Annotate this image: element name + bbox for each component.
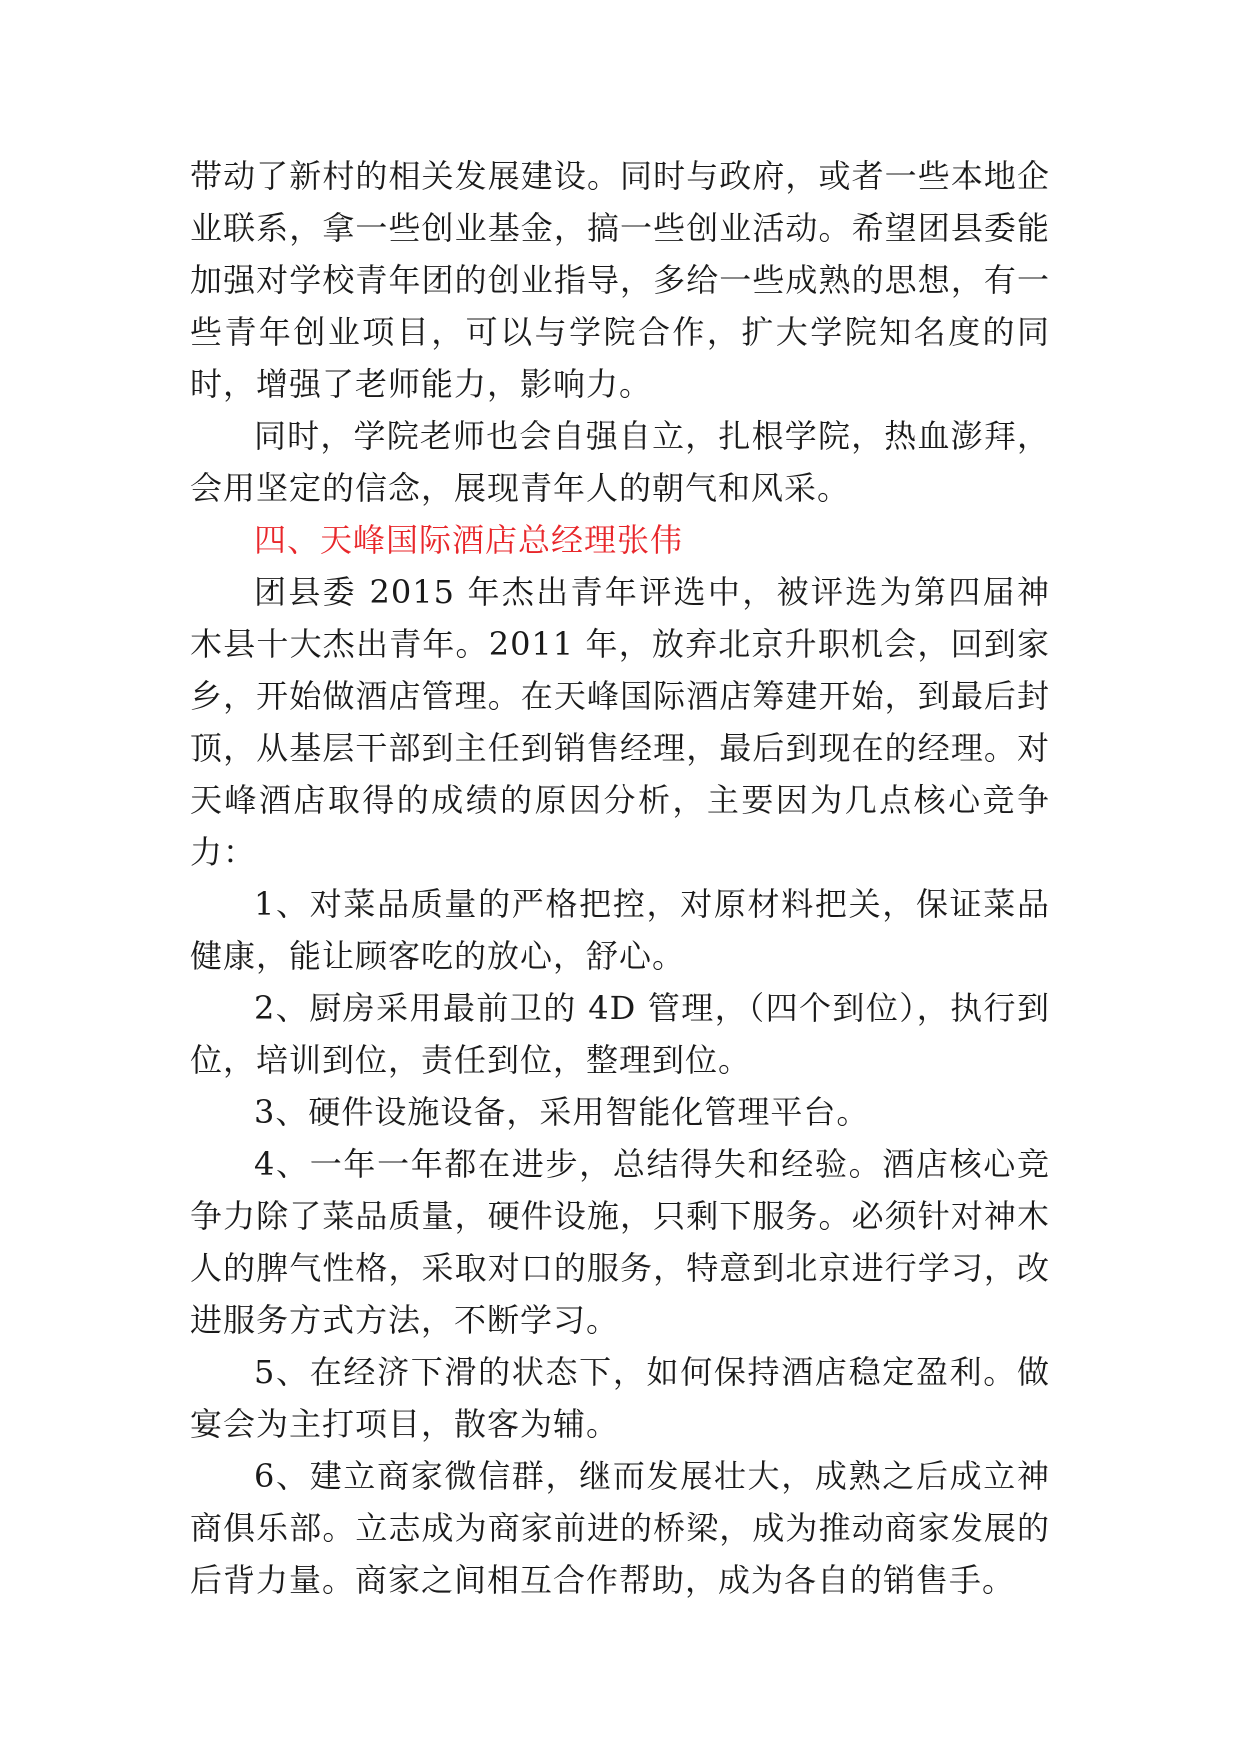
- section-heading-tianfeng-hotel: 四、天峰国际酒店总经理张伟: [254, 521, 684, 559]
- paragraph-profile: 团县委 2015 年杰出青年评选中，被评选为第四届神木县十大杰出青年。2011 年，放弃北京升职机会，回到家乡，开始做酒店管理。在天峰国际酒店筹建开始，到最后封顶，从基层干部到主任到销售经理，最后到现在的经理。对天峰酒店取得的成绩的原因分析，主要因为几点核心竞争力：: [190, 573, 1050, 871]
- list-item-hardware: 3、硬件设施设备，采用智能化管理平台。: [254, 1093, 870, 1131]
- list-item-service: 4、一年一年都在进步，总结得失和经验。酒店核心竞争力除了菜品质量，硬件设施，只剩下服务。必须针对神木人的脾气性格，采取对口的服务，特意到北京进行学习，改进服务方式方法，不断学习。: [190, 1145, 1050, 1339]
- list-item-wechat-club: 6、建立商家微信群，继而发展壮大，成熟之后成立神商俱乐部。立志成为商家前进的桥梁，成为推动商家发展的后背力量。商家之间相互合作帮助，成为各自的销售手。: [190, 1457, 1050, 1599]
- paragraph-continuation: 带动了新村的相关发展建设。同时与政府，或者一些本地企业联系，拿一些创业基金，搞一些创业活动。希望团县委能加强对学校青年团的创业指导，多给一些成熟的思想，有一些青年创业项目，可以与学院合作，扩大学院知名度的同时，增强了老师能力，影响力。: [190, 157, 1050, 403]
- document-body: [190, 150, 1050, 1606]
- list-item-dish-quality: 1、对菜品质量的严格把控，对原材料把关，保证菜品健康，能让顾客吃的放心，舒心。: [190, 885, 1050, 975]
- list-item-kitchen-4d: 2、厨房采用最前卫的 4D 管理，（四个到位），执行到位，培训到位，责任到位，整理到位。: [190, 989, 1050, 1079]
- list-item-profit: 5、在经济下滑的状态下，如何保持酒店稳定盈利。做宴会为主打项目，散客为辅。: [190, 1353, 1050, 1443]
- paragraph-teachers-commitment: 同时，学院老师也会自强自立，扎根学院，热血澎拜，会用坚定的信念，展现青年人的朝气和风采。: [190, 417, 1050, 507]
